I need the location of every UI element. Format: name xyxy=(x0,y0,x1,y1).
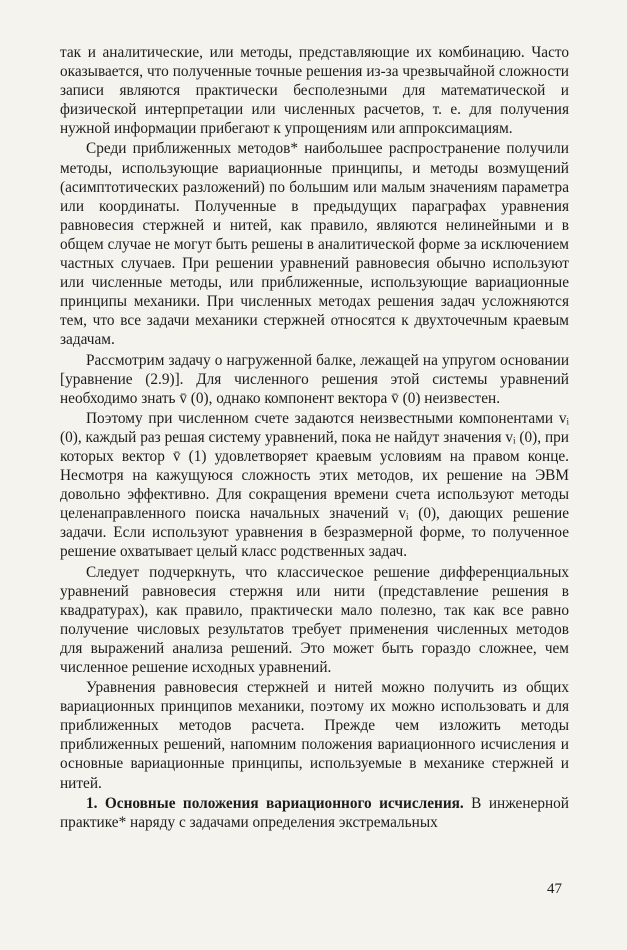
section-heading: 1. Основные положения вариационного исчисления. xyxy=(86,794,464,812)
paragraph-3: Рассмотрим задачу о нагруженной балке, лежащей на упругом основании [уравнение (2.9)]. Для численного решения этой системы уравнений необходимо знать v̄ (0), однако компонент вектора v̄ (0) неизвестен. xyxy=(60,351,569,407)
paragraph-4: Поэтому при численном счете задаются неизвестными компонентами vᵢ (0), каждый раз решая систему уравнений, пока не найдут значения vᵢ (0), при которых вектор v̄ (1) удовлетворяет краевым условиям на правом конце. Несмотря на кажущуюся сложность этих методов, их решение на ЭВМ довольно эффективно. Для сокращения времени счета используют методы целенаправленного поиска начальных значений vᵢ (0), дающих решение задачи. Если используют уравнения в безразмерной форме, то полученное решение охватывает целый класс родственных задач. xyxy=(60,409,569,561)
paragraph-6: Уравнения равновесия стержней и нитей можно получить из общих вариационных принципов механики, поэтому их можно использовать и для приближенных методов расчета. Прежде чем изложить методы приближенных решений, напомним положения вариационного исчисления и основные вариационные принципы, используемые в механике стержней и нитей. xyxy=(60,679,569,792)
paragraph-2: Среди приближенных методов* наибольшее распространение получили методы, использующие вариационные принципы, и методы возмущений (асимптотических разложений) по большим или малым значениям параметра или координаты. Полученные в предыдущих параграфах уравнения равновесия стержней и нитей, как правило, являются нелинейными и в общем случае не могут быть решены в аналитической форме за исключением частных случаев. При решении уравнений равновесия обычно используют или численные методы, или приближенные, использующие вариационные принципы механики. При численных методах решения задач усложняются тем, что все задачи механики стержней относятся к двухточечным краевым задачам. xyxy=(60,140,569,349)
page-number: 47 xyxy=(547,881,562,897)
paragraph-5: Следует подчеркнуть, что классическое решение дифференциальных уравнений равновесия стержня или нити (представление решения в квадратурах), как правило, практически мало полезно, так как все равно получение числовых результатов требует применения численных методов для выражений анализа решений. Это может быть гораздо сложнее, чем численное решение исходных уравнений. xyxy=(60,563,569,676)
paragraph-1: так и аналитические, или методы, представляющие их комбинацию. Часто оказывается, что полученные точные решения из-за чрезвычайной сложности записи являются практически бесполезными для математической и физической интерпретации или численных расчетов, т. е. для получения нужной информации прибегают к упрощениям или аппроксимациям. xyxy=(60,44,569,138)
body-text xyxy=(60,43,569,832)
paragraph-7 xyxy=(60,794,569,832)
section-text: В инженерной практике* наряду с задачами определения экстремальных xyxy=(60,794,569,831)
